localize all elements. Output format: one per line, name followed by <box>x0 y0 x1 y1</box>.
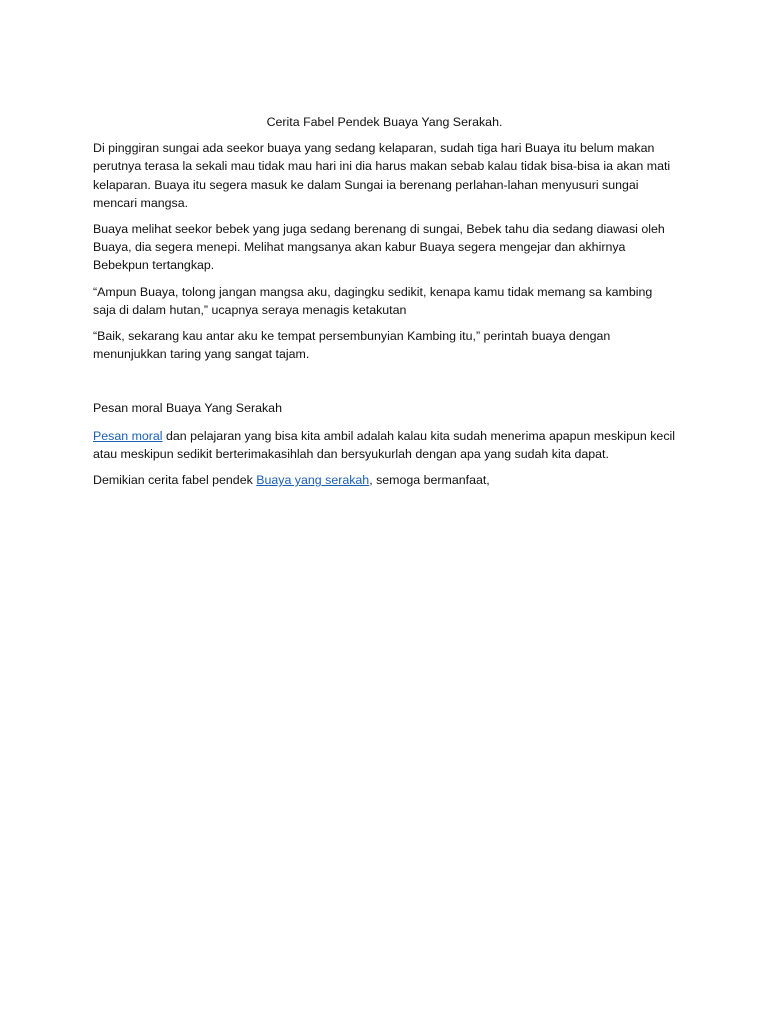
moral-link[interactable]: Pesan moral <box>93 428 163 443</box>
paragraph-closing <box>93 471 676 489</box>
paragraph-moral <box>93 427 676 463</box>
story-link[interactable]: Buaya yang serakah <box>256 473 370 488</box>
paragraph-bebek: Buaya melihat seekor bebek yang juga sedang berenang di sungai, Bebek tahu dia sedang diawasi oleh Buaya, dia segera menepi. Melihat mangsanya akan kabur Buaya segera mengejar dan akhirnya Bebekpun tertangkap. <box>93 222 665 273</box>
moral-text: dan pelajaran yang bisa kita ambil adalah kalau kita sudah menerima apapun meskipun kecil atau meskipun sedikit berterimakasihlah dan bersyukurlah dengan apa yang sudah kita dapat. <box>93 428 676 461</box>
closing-suffix: , semoga bermanfaat, <box>369 473 490 488</box>
moral-heading: Pesan moral Buaya Yang Serakah <box>93 401 282 416</box>
document-title: Cerita Fabel Pendek Buaya Yang Serakah. <box>266 115 503 129</box>
closing-prefix: Demikian cerita fabel pendek <box>93 473 257 488</box>
paragraph-command: “Baik, sekarang kau antar aku ke tempat persembunyian Kambing itu,” perintah buaya dengan menunjukkan taring yang sangat tajam. <box>93 329 611 362</box>
section-spacer <box>93 371 676 399</box>
paragraph-plea: “Ampun Buaya, tolong jangan mangsa aku, dagingku sedikit, kenapa kamu tidak memang sa kambing saja di dalam hutan,” ucapnya seraya menagis ketakutan <box>93 284 653 317</box>
paragraph-intro: Di pinggiran sungai ada seekor buaya yang sedang kelaparan, sudah tiga hari Buaya itu belum makan perutnya terasa la sekali mau tidak mau hari ini dia harus makan sebab kalau tidak bisa-bisa ia akan mati kelaparan. Buaya itu segera masuk ke dalam Sungai ia berenang perlahan-lahan menyusuri sungai mencari mangsa. <box>93 141 671 210</box>
